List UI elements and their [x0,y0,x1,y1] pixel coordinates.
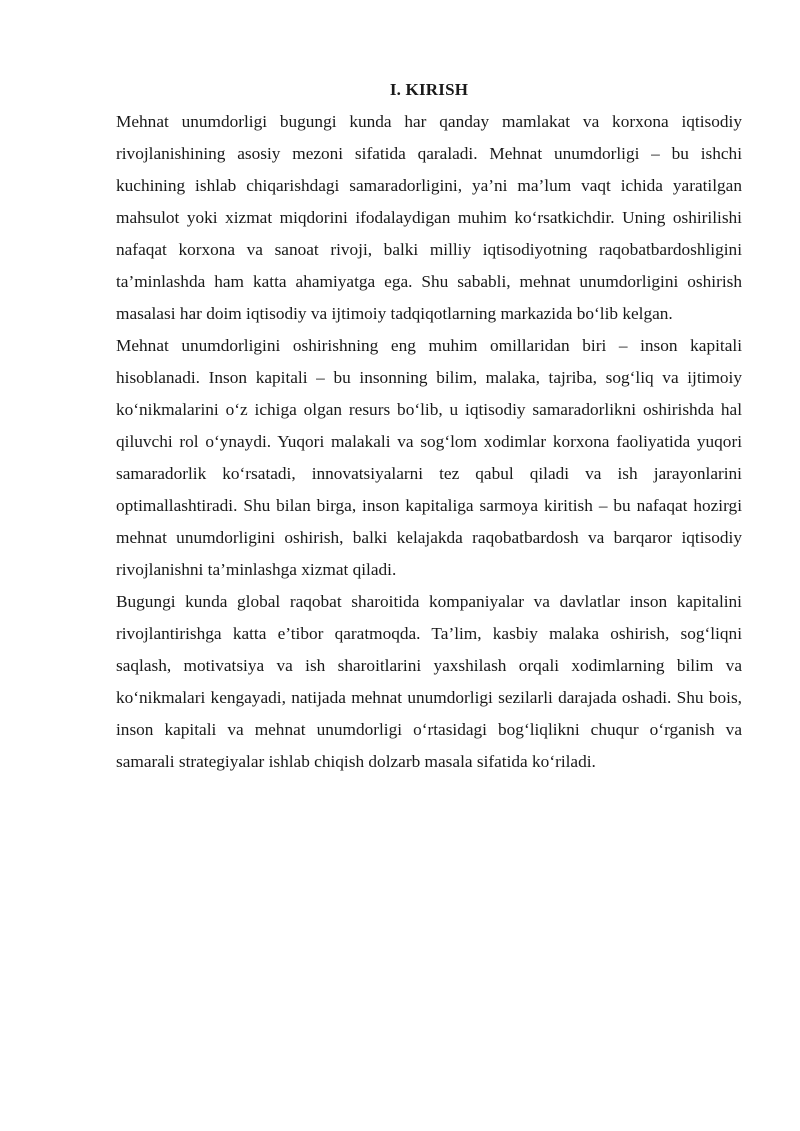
paragraph-1: Mehnat unumdorligi bugungi kunda har qanday mamlakat va korxona iqtisodiy rivojlanishining asosiy mezoni sifatida qaraladi. Mehnat unumdorligi – bu ishchi kuchining ishlab chiqarishdagi samaradorligini, ya’ni ma’lum vaqt ichida yaratilgan mahsulot yoki xizmat miqdorini ifodalaydigan muhim ko‘rsatkichdir. Uning oshirilishi nafaqat korxona va sanoat rivoji, balki milliy iqtisodiyotning raqobatbardoshligini ta’minlashda ham katta ahamiyatga ega. Shu sababli, mehnat unumdorligini oshirish masalasi har doim iqtisodiy va ijtimoiy tadqiqotlarning markazida bo‘lib kelgan. [116,112,742,323]
document-page [116,72,742,778]
paragraph-2: Mehnat unumdorligini oshirishning eng muhim omillaridan biri – inson kapitali hisoblanadi. Inson kapitali – bu insonning bilim, malaka, tajriba, sog‘liq va ijtimoiy ko‘nikmalarini o‘z ichiga olgan resurs bo‘lib, u iqtisodiy samaradorlikni oshirishda hal qiluvchi rol o‘ynaydi. Yuqori malakali va sog‘lom xodimlar korxona faoliyatida yuqori samaradorlik ko‘rsatadi, innovatsiyalarni tez qabul qiladi va ish jarayonlarini optimallashtiradi. Shu bilan birga, inson kapitaliga sarmoya kiritish – bu nafaqat hozirgi mehnat unumdorligini oshirish, balki kelajakda raqobatbardosh va barqaror iqtisodiy rivojlanishni ta’minlashga xizmat qiladi. [116,336,742,579]
paragraph-3: Bugungi kunda global raqobat sharoitida kompaniyalar va davlatlar inson kapitalini rivojlantirishga katta e’tibor qaratmoqda. Ta’lim, kasbiy malaka oshirish, sog‘liqni saqlash, motivatsiya va ish sharoitlarini yaxshilash orqali xodimlarning bilim va ko‘nikmalari kengayadi, natijada mehnat unumdorligi sezilarli darajada oshadi. Shu bois, inson kapitali va mehnat unumdorligi o‘rtasidagi bog‘liqlikni chuqur o‘rganish va samarali strategiyalar ishlab chiqish dolzarb masala sifatida ko‘riladi. [116,592,742,771]
section-heading: I. KIRISH [389,80,469,99]
